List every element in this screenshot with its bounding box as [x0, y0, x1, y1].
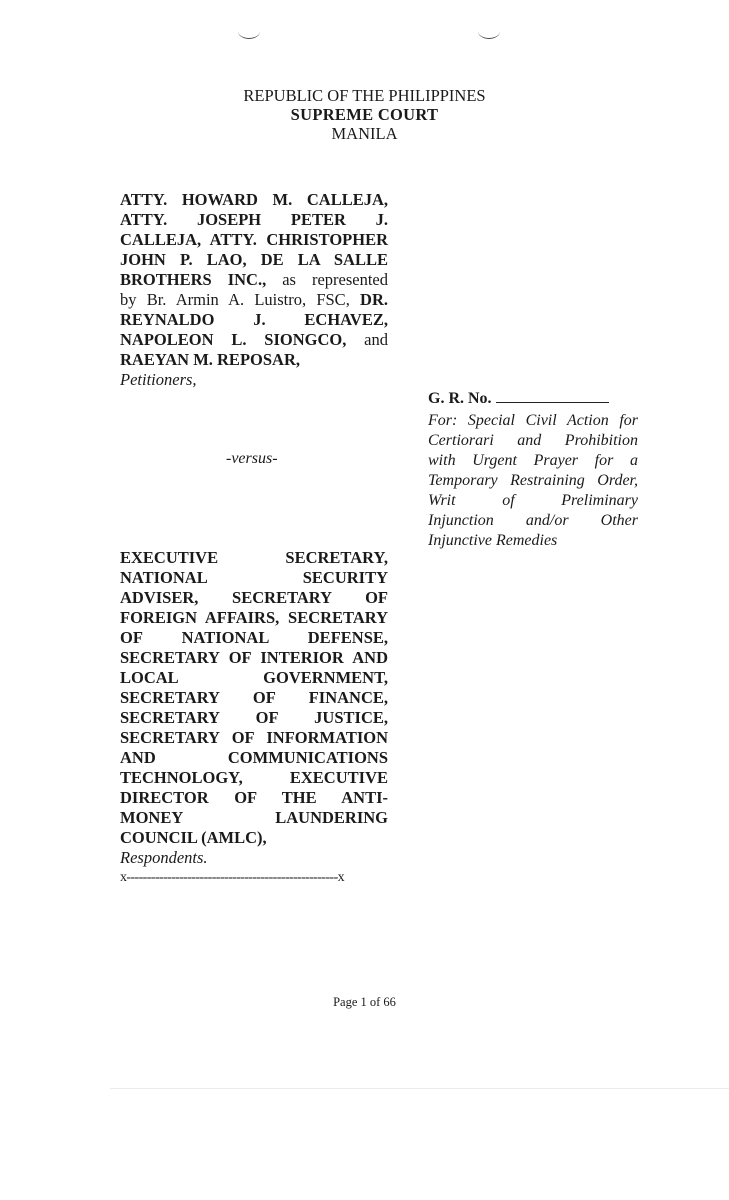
petitioner-line: REYNALDO J. ECHAVEZ,: [120, 310, 388, 329]
respondent-line: ADVISER, SECRETARY OF: [120, 588, 388, 607]
action-description: [428, 411, 638, 551]
petitioner-line: CALLEJA, ATTY. CHRISTOPHER: [120, 230, 388, 249]
action-line: Temporary Restraining Order,: [428, 472, 638, 489]
respondent-line: DIRECTOR OF THE ANTI-: [120, 788, 388, 807]
header-republic: REPUBLIC OF THE PHILIPPINES: [243, 86, 486, 105]
case-info: [428, 388, 638, 551]
respondents-role: Respondents.: [120, 848, 208, 867]
header-court: SUPREME COURT: [290, 105, 439, 124]
petitioners-role: Petitioners,: [120, 370, 197, 389]
respondent-line: TECHNOLOGY, EXECUTIVE: [120, 768, 388, 787]
respondent-line: SECRETARY OF INTERIOR AND: [120, 648, 388, 667]
punch-hole-mark: [238, 24, 260, 39]
court-header: [0, 86, 729, 143]
action-line: Certiorari and Prohibition: [428, 432, 638, 449]
petitioner-line: NAPOLEON L. SIONGCO, and: [120, 330, 388, 349]
respondent-line: FOREIGN AFFAIRS, SECRETARY: [120, 608, 388, 627]
action-line: For: Special Civil Action for: [428, 412, 638, 429]
petitioner-line: JOHN P. LAO, DE LA SALLE: [120, 250, 388, 269]
respondent-line: COUNCIL (AMLC),: [120, 828, 267, 847]
action-line: with Urgent Prayer for a: [428, 452, 638, 469]
petitioner-line: ATTY. HOWARD M. CALLEJA,: [120, 190, 388, 209]
respondent-line: MONEY LAUNDERING: [120, 808, 388, 827]
respondents-block: [120, 548, 388, 868]
petitioner-line: RAEYAN M. REPOSAR,: [120, 350, 300, 369]
action-line: Injunction and/or Other: [428, 512, 638, 529]
action-line: Writ of Preliminary: [428, 492, 638, 509]
respondent-line: SECRETARY OF INFORMATION: [120, 728, 388, 747]
action-line: Injunctive Remedies: [428, 532, 558, 549]
page-number: Page 1 of 66: [333, 995, 396, 1009]
header-city: MANILA: [331, 124, 398, 143]
respondent-line: SECRETARY OF JUSTICE,: [120, 708, 388, 727]
respondent-line: OF NATIONAL DEFENSE,: [120, 628, 388, 647]
petitioner-line: BROTHERS INC., as represented: [120, 270, 388, 289]
versus-label: -versus-: [226, 450, 278, 467]
respondent-line: LOCAL GOVERNMENT,: [120, 668, 388, 687]
gr-label: G. R. No.: [428, 390, 492, 407]
caption-divider: x----------------------------------------------------x: [120, 870, 345, 885]
petitioner-line: ATTY. JOSEPH PETER J.: [120, 210, 388, 229]
petitioner-line: by Br. Armin A. Luistro, FSC, DR.: [120, 290, 388, 309]
respondent-line: NATIONAL SECURITY: [120, 568, 388, 587]
respondent-line: SECRETARY OF FINANCE,: [120, 688, 388, 707]
punch-hole-mark: [478, 24, 500, 39]
scan-artifact-line: [110, 1088, 729, 1089]
gr-number-blank: [496, 388, 609, 403]
respondent-line: AND COMMUNICATIONS: [120, 748, 388, 767]
gr-number: [428, 388, 638, 409]
petitioners-block: [120, 190, 388, 390]
respondent-line: EXECUTIVE SECRETARY,: [120, 548, 388, 567]
